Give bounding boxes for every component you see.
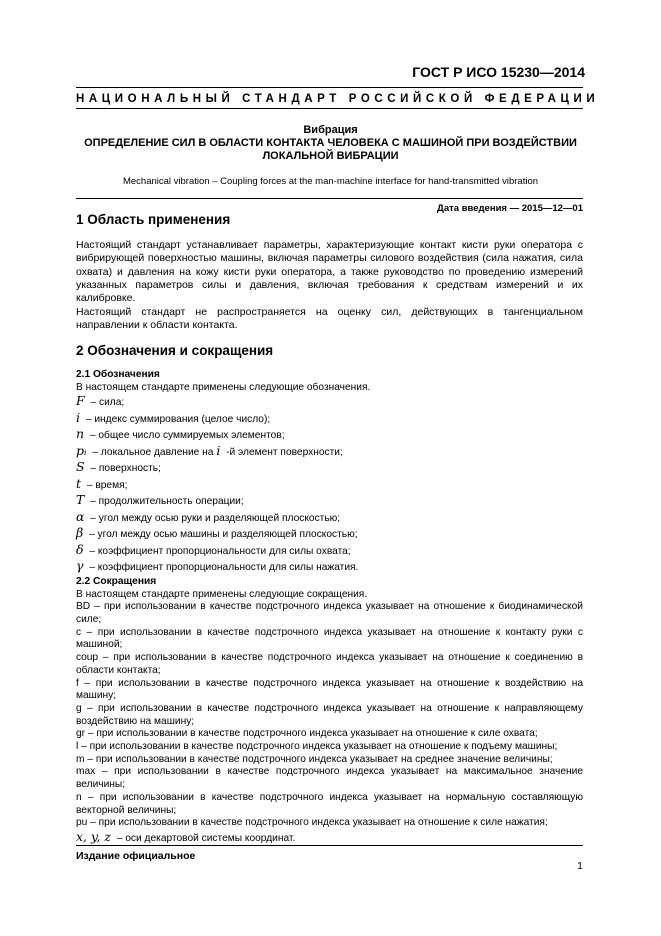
title-block xyxy=(60,124,601,163)
designation-symbol: F xyxy=(76,393,85,409)
designation-text-tail: -й элемент поверхности; xyxy=(223,446,343,458)
title-topic: Вибрация xyxy=(303,124,358,136)
section-1-paragraph-1: Настоящий стандарт устанавливает параметры, характеризующие контакт кисти руки оператора с вибрирующей поверхностью машины, включая параметры силового воздействия (сила нажатия, сила охвата) и давления на кожу кисти руки оператора, а также руководство по проведению измерений указанных параметров силы и давления, включая требования к средствам измерений и их калибровке. xyxy=(76,239,583,305)
footer-rule xyxy=(76,845,583,846)
abbreviation-item: gr – при использовании в качестве подстрочного индекса указывает на отношение к силе охвата; xyxy=(76,728,538,740)
designation-item xyxy=(76,543,583,560)
title-line-1: ОПРЕДЕЛЕНИЕ СИЛ В ОБЛАСТИ КОНТАКТА ЧЕЛОВЕКА С МАШИНОЙ ПРИ ВОЗДЕЙСТВИИ xyxy=(84,137,577,149)
abbreviation-item: g – при использовании в качестве подстрочного индекса указывает на отношение к направляющему воздействию на машину; xyxy=(76,702,583,727)
document-number: ГОСТ Р ИСО 15230—2014 xyxy=(412,64,585,80)
edition-note: Издание официальное xyxy=(76,850,196,862)
header-rule xyxy=(76,87,583,88)
designation-text: – локальное давление на xyxy=(89,446,217,458)
designation-text: – угол между осью машины и разделяющей плоскостью; xyxy=(86,529,358,541)
introduction-date: Дата введения — 2015—12—01 xyxy=(437,203,583,214)
designation-text: – коэффициент пропорциональности для силы охвата; xyxy=(86,545,351,557)
abbreviation-item: pu – при использовании в качестве подстрочного индекса указывает на отношение к силе нажатия; xyxy=(76,817,548,829)
designation-text: – общее число суммируемых элементов; xyxy=(87,430,285,442)
designation-symbol-inline: i xyxy=(216,442,221,458)
designation-item xyxy=(76,510,583,527)
title-line-2: ЛОКАЛЬНОЙ ВИБРАЦИИ xyxy=(262,150,399,162)
banner-rule xyxy=(76,108,583,109)
designation-symbol: δ xyxy=(76,541,84,557)
designation-symbol: α xyxy=(76,508,85,524)
designation-item xyxy=(76,444,583,461)
section-2-heading: 2 Обозначения и сокращения xyxy=(76,343,274,358)
abbreviation-item: l – при использовании в качестве подстрочного индекса указывает на отношение к подъему машины; xyxy=(76,741,558,753)
designation-item xyxy=(76,493,583,510)
designation-text: – индекс суммирования (целое число); xyxy=(83,413,271,425)
designation-symbol: β xyxy=(76,525,84,541)
abbreviation-item: coup – при использовании в качестве подстрочного индекса указывает на отношение к соединению в области контакта; xyxy=(76,652,583,676)
designation-text: – поверхность; xyxy=(87,463,161,475)
designations-block xyxy=(76,369,583,846)
designation-text: – время; xyxy=(84,479,128,491)
axes-description: – оси декартовой системы координат. xyxy=(113,832,296,844)
english-title: Mechanical vibration – Coupling forces at the man-machine interface for hand-transmitted vibration xyxy=(122,176,539,187)
designation-text: – коэффициент пропорциональности для силы нажатия. xyxy=(86,562,359,574)
designation-item xyxy=(76,411,583,428)
abbreviation-item: max – при использовании в качестве подстрочного индекса указывает на максимальное значение величины; xyxy=(76,766,583,791)
designation-symbol: pᵢ xyxy=(76,442,87,458)
abbreviation-item: m – при использовании в качестве подстрочного индекса указывает на среднее значение величины; xyxy=(76,753,553,765)
section-1-paragraph-2: Настоящий стандарт не распространяется на оценку сил, действующих в тангенциальном направлении к области контакта. xyxy=(76,306,583,332)
designations-intro: В настоящем стандарте применены следующие обозначения. xyxy=(76,381,371,393)
designation-item xyxy=(76,477,583,494)
abbreviation-item: n – при использовании в качестве подстрочного индекса указывает на нормальную составляющую векторной величины; xyxy=(76,791,583,816)
abbreviation-item: c – при использовании в качестве подстрочного индекса указывает на отношение к контакту руки с машиной; xyxy=(76,626,583,651)
abbreviations-list xyxy=(76,601,583,830)
designation-text: – сила; xyxy=(87,397,125,409)
coordinate-axes-item xyxy=(76,830,583,847)
designation-item xyxy=(76,427,583,444)
designation-symbol: t xyxy=(76,475,82,491)
subsection-2-1-heading: 2.1 Обозначения xyxy=(76,369,160,380)
section-1-heading: 1 Область применения xyxy=(76,212,231,227)
title-rule xyxy=(76,198,583,199)
national-standard-banner: НАЦИОНАЛЬНЫЙ СТАНДАРТ РОССИЙСКОЙ ФЕДЕРАЦИИ xyxy=(76,93,600,105)
designations-list xyxy=(76,394,583,576)
designation-symbol: γ xyxy=(76,558,84,574)
abbreviation-item: f – при использовании в качестве подстрочного индекса указывает на отношение к воздействию на машину; xyxy=(76,677,583,702)
designation-text: – угол между осью руки и разделяющей плоскостью; xyxy=(87,512,341,524)
designation-item xyxy=(76,394,583,411)
subsection-2-2-heading: 2.2 Сокращения xyxy=(76,575,157,587)
designation-item xyxy=(76,559,583,576)
abbreviation-item: BD – при использовании в качестве подстрочного индекса указывает на отношение к биодинамической силе; xyxy=(76,601,583,626)
designation-text: – продолжительность операции; xyxy=(87,496,244,508)
designation-item xyxy=(76,526,583,543)
designation-symbol: T xyxy=(76,492,85,508)
page-number: 1 xyxy=(577,860,583,872)
designation-symbol: n xyxy=(76,426,85,442)
designation-symbol: S xyxy=(76,459,85,475)
designation-symbol: i xyxy=(76,409,80,425)
axes-symbols: x, y, z xyxy=(76,828,111,844)
abbreviations-intro: В настоящем стандарте применены следующие сокращения. xyxy=(76,588,368,600)
designation-item xyxy=(76,460,583,477)
